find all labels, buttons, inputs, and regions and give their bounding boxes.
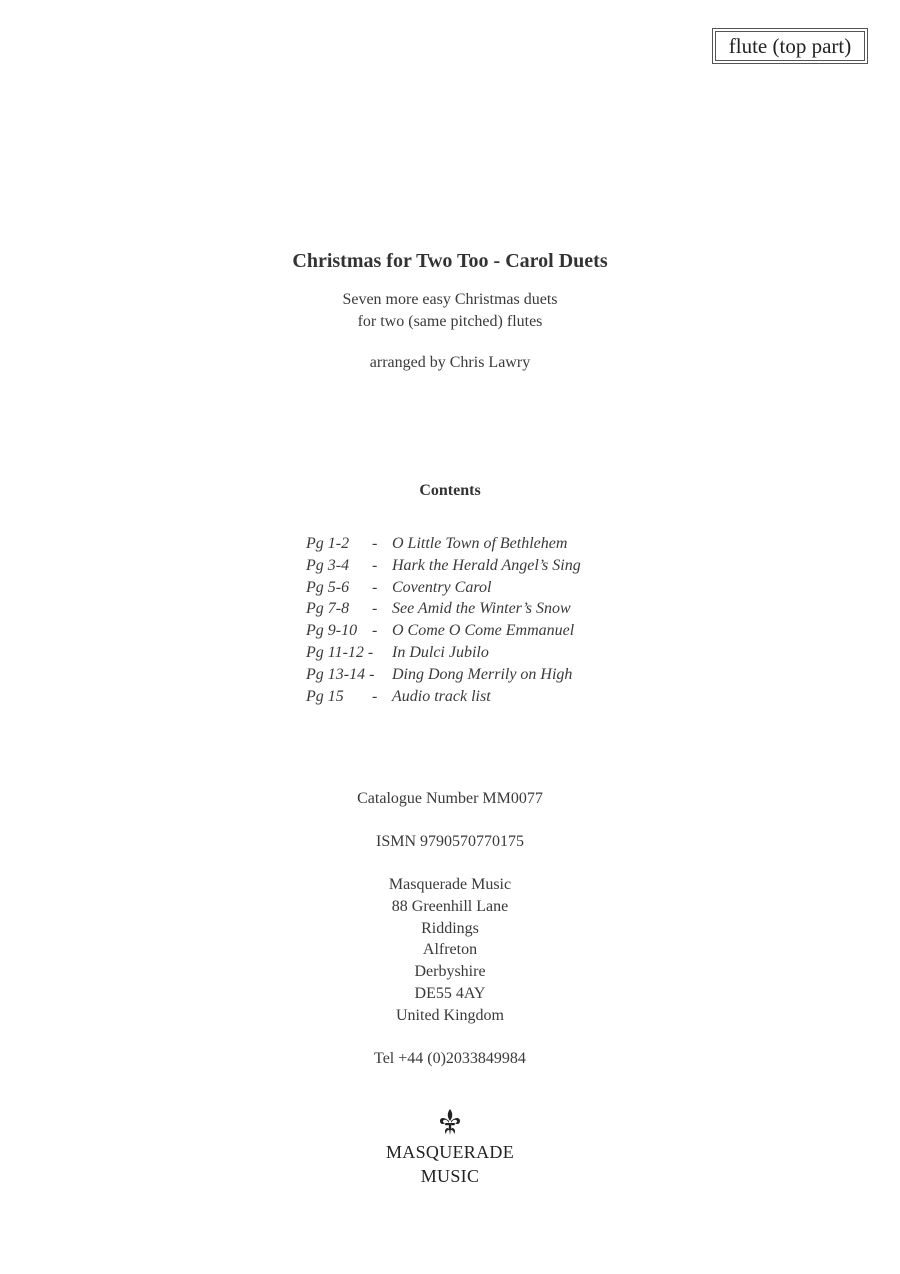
address-line: 88 Greenhill Lane: [391, 897, 509, 915]
subtitle-line-1: Seven more easy Christmas duets: [342, 291, 558, 308]
part-label-box: [712, 28, 868, 64]
contents-dash: -: [372, 556, 378, 574]
address-line: Riddings: [421, 919, 479, 937]
telephone: Tel +44 (0)2033849984: [374, 1050, 526, 1067]
contents-title: Audio track list: [392, 687, 491, 705]
subtitle-line-2: for two (same pitched) flutes: [357, 313, 543, 330]
publisher-logo: [0, 1108, 900, 1188]
contents-page: Pg 5-6: [306, 578, 350, 596]
contents-title: Coventry Carol: [392, 578, 492, 596]
contents-page: Pg 9-10: [306, 622, 358, 640]
contents-title: O Little Town of Bethlehem: [392, 535, 568, 552]
fleur-de-lis-icon: [438, 1108, 462, 1136]
logo-line-1: MASQUERADE: [385, 1142, 514, 1162]
contents-dash: -: [372, 687, 378, 705]
part-label: flute (top part): [715, 31, 865, 61]
address-line: Masquerade Music: [388, 876, 512, 893]
contents-title: Ding Dong Merrily on High: [392, 665, 573, 683]
contents-page: Pg 11-12 -: [306, 643, 374, 661]
subtitle: [0, 289, 900, 333]
address-line: DE55 4AY: [414, 984, 486, 1002]
contents-heading: Contents: [419, 482, 481, 499]
contents-title: Hark the Herald Angel’s Sing: [392, 556, 581, 574]
page-title: Christmas for Two Too - Carol Duets: [292, 250, 608, 272]
contents-page: Pg 1-2: [306, 535, 350, 552]
contents-dash: -: [372, 535, 378, 552]
contents-title: See Amid the Winter’s Snow: [392, 600, 571, 618]
contents-page: Pg 7-8: [306, 600, 350, 618]
contents-dash: -: [372, 622, 378, 640]
publisher-address: [0, 874, 900, 1027]
contents-title: In Dulci Jubilo: [392, 643, 489, 661]
address-line: United Kingdom: [396, 1006, 504, 1024]
contents-page: Pg 15: [306, 687, 344, 705]
ismn: ISMN 9790570770175: [375, 833, 524, 850]
contents-title: O Come O Come Emmanuel: [392, 622, 575, 640]
contents-page: Pg 3-4: [306, 556, 350, 574]
contents-dash: -: [372, 578, 378, 596]
contents-dash: -: [372, 600, 378, 618]
address-line: Alfreton: [422, 941, 478, 959]
catalogue-number: Catalogue Number MM0077: [357, 790, 543, 807]
address-line: Derbyshire: [414, 963, 486, 981]
contents-page: Pg 13-14 -: [306, 665, 375, 683]
arranger: arranged by Chris Lawry: [369, 354, 531, 371]
logo-line-2: MUSIC: [420, 1166, 480, 1186]
